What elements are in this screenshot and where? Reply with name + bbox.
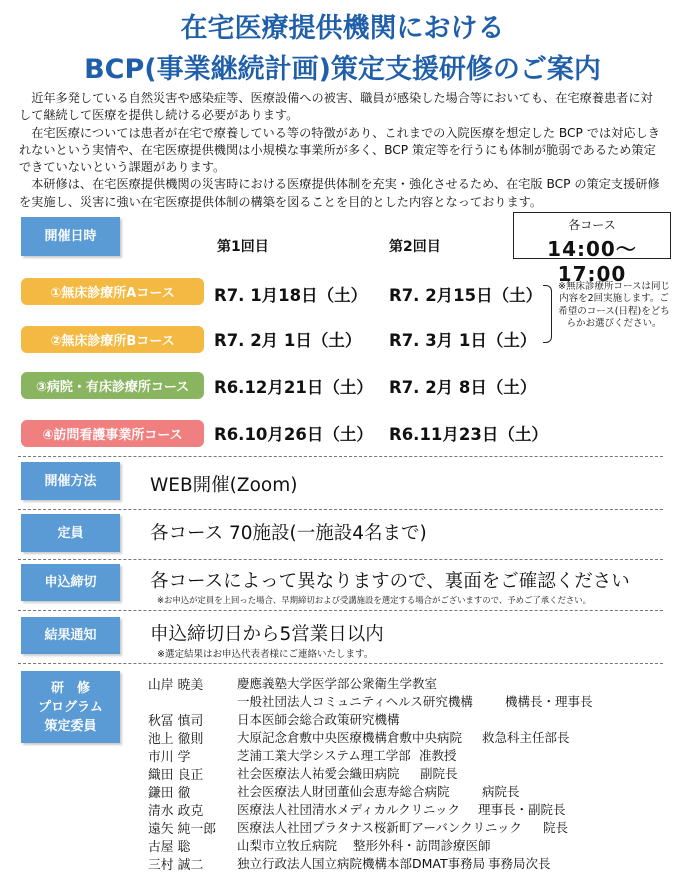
course-name: ③病院・有床診療所コース [35,380,190,395]
member-role: 理事長・副院長 [478,802,566,817]
divider [18,610,663,611]
course-a-date-2: R7. 2月15日（土） [389,286,543,305]
divider [18,456,663,457]
member-org: 一般社団法人コミュニティヘルス研究機構 [237,694,473,709]
committee-label-line: プログラム [38,699,103,715]
intro-paragraph: 本研修は、在宅医療提供機関の災害時における医療提供体制を充実・強化させるため、在宅版 BCP の策定支援研修を実施し、災害に強い在宅医療提供体制の構築を図ることを目的とした内容となっております。 [19,177,660,209]
course-b-date-2: R7. 3月 1日（土） [389,331,537,350]
notice-label: 結果通知 [21,617,120,654]
time-box-time: 14:00～17:00 [547,237,637,286]
column-second-session: 第2回目 [389,239,441,255]
member-role: 事務局次長 [488,856,551,871]
course-name: ①無床診療所Aコース [50,286,175,301]
member-role: 整形外科・訪問診療医師 [353,838,491,853]
course-hospital-date-2: R7. 2月 8日（土） [389,378,537,397]
column-first-session: 第1回目 [217,239,269,255]
member-name: 池上 徹則 [148,732,204,747]
member-org: 大原記念倉敷中央医療機構倉敷中央病院 [237,730,463,745]
time-box [513,212,671,286]
course-nursing-date-1: R6.10月26日（土） [214,425,373,444]
course-badge-nursing [21,420,204,447]
course-nursing-date-2: R6.11月23日（土） [389,425,548,444]
committee-label-line: 研 修 [50,680,90,696]
method-value: WEB開催(Zoom) [150,475,298,496]
method-label: 開催方法 [21,462,120,500]
note-bracket [543,285,552,343]
member-name: 三村 誠二 [148,858,204,873]
course-name: ②無床診療所Bコース [50,334,175,349]
member-org: 慶應義塾大学医学部公衆衛生学教室 [237,676,438,691]
member-role: 病院長 [482,784,520,799]
member-org: 山梨市立牧丘病院 [237,838,338,853]
member-org: 医療法人社団プラタナス桜新町アーバンクリニック [237,820,522,835]
member-org: 医療法人社団清水メディカルクリニック [237,802,461,817]
committee-label [21,671,120,743]
time-box-label: 各コース [568,218,616,232]
course-a-date-1: R7. 1月18日（土） [214,286,368,305]
member-name: 織田 良正 [148,768,204,783]
member-name: 清水 政克 [148,804,204,819]
deadline-value: 各コースによって異なりますので、裏面をご確認ください [150,571,630,592]
course-name: ④訪問看護事業所コース [42,428,183,443]
capacity-label: 定員 [21,514,120,552]
committee-label-line: 策定委員 [44,718,97,734]
title-line-1: 在宅医療提供機関における [180,13,505,44]
member-role: 副院長 [420,766,458,781]
member-org: 社会医療法人財団董仙会恵寿総合病院 [237,784,450,799]
member-org: 社会医療法人祐愛会織田病院 [237,766,400,781]
schedule-label: 開催日時 [21,217,120,256]
notice-value: 申込締切日から5営業日以内 [150,624,384,645]
intro-text [19,90,661,211]
member-name: 山岸 暁美 [148,678,204,693]
course-b-date-1: R7. 2月 1日（土） [214,331,362,350]
member-org: 芝浦工業大学システム理工学部 [237,748,411,763]
member-name: 鎌田 徹 [148,786,191,801]
intro-paragraph: 在宅医療については患者が在宅で療養している等の特徴があり、これまでの入院医療を想定した BCP では対応しきれないという実情や、在宅医療提供機関は小規模な事業所が多く、BCP 策定等を行うにも体制が脆弱であるため策定できていないという課題があります。 [19,125,660,175]
member-role: 救急科主任部長 [482,730,570,745]
course-hospital-date-1: R6.12月21日（土） [214,378,373,397]
course-badge-b [21,326,204,353]
member-name: 秋冨 慎司 [148,714,204,729]
divider [18,559,663,560]
deadline-note: ※お申込が定員を上回った場合、早期締切および受講施設を選定する場合がございますので、予めご了承ください。 [157,595,591,605]
side-note: ※無床診療所コースは同じ内容を2回実施します。ご希望のコース(日程)をどちらかお選びください。 [558,281,670,329]
course-badge-hospital [21,372,204,399]
divider [18,663,663,664]
intro-paragraph: 近年多発している自然災害や感染症等、医療設備への被害、職員が感染した場合等においても、在宅療養患者に対して継続して医療を提供し続ける必要があります。 [19,91,653,123]
deadline-label: 申込締切 [21,564,120,601]
divider [18,509,663,510]
title-line-2: BCP(事業継続計画)策定支援研修のご案内 [84,54,601,85]
member-name: 古屋 聡 [148,840,191,855]
member-role: 院長 [543,820,569,835]
member-role: 機構長・理事長 [505,694,593,709]
member-name: 遠矢 純一郎 [148,822,217,837]
member-role: 准教授 [419,748,457,763]
member-org: 独立行政法人国立病院機構本部DMAT事務局 [237,856,486,871]
notice-note: ※選定結果はお申込代表者様にご連絡いたします。 [157,649,374,660]
member-org: 日本医師会総合政策研究機構 [237,712,400,727]
capacity-value: 各コース 70施設(一施設4名まで) [150,523,427,544]
course-badge-a [21,278,204,305]
member-name: 市川 学 [148,750,191,765]
